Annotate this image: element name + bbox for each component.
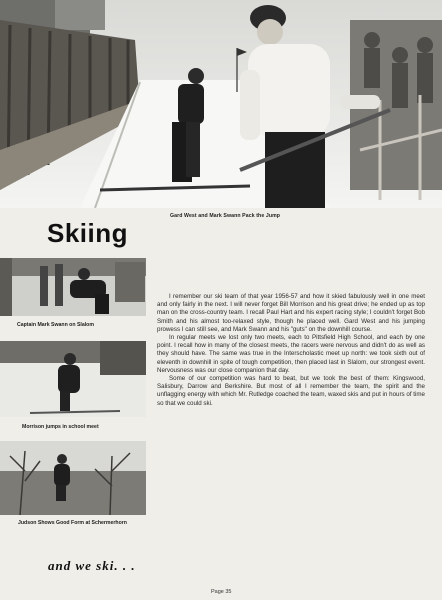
- school-meet-photo: [0, 341, 146, 417]
- article-body: [157, 293, 425, 408]
- article-paragraph: In regular meets we lost only two meets, each to Pittsfield High School, and each by one point. I recall how in many of the closest meets, the racers were nervous and didn't do as well as they should have. The same was true in the Interscholastic meet up north: we took sixth out of eleventh in downhill in spite of tough competition, then placed last in Slalom, our strongest event. Nervousness was our close companion that day.: [157, 334, 425, 374]
- school-meet-photo-caption: Morrison jumps in school meet: [22, 424, 99, 430]
- article-paragraph: I remember our ski team of that year 1956-57 and how it skied fabulously well in one meet and only fairly in the next. I will never forget Bill Morrison and his great drive; he ended up as top man on the cross-country team. I recall Paul Hart and his expert racing style; I couldn't forget Bob Smith and his almost too-relaxed style, though he placed well. Gard West and his jumping prowess I can still see, and Mark Swann and his "guts" on the downhill course.: [157, 293, 425, 333]
- page-title: Skiing: [47, 218, 129, 248]
- schermerhorn-photo-caption: Judson Shows Good Form at Schermerhorn: [18, 520, 127, 526]
- page-number: Page 35: [211, 589, 232, 595]
- top-photo: [0, 0, 442, 208]
- schermerhorn-photo: [0, 441, 146, 515]
- article-paragraph: Some of our competition was hard to beat, but we took the best of them: Kingswood, Salisbury, Darrow and Berkshire. But most of all I remember the team, the spirit and the unflagging energy with which Mr. Rutledge coached the team, waxed skis and put in hours of time so that we could ski.: [157, 375, 425, 407]
- slalom-photo-caption: Captain Mark Swann on Slalom: [17, 322, 94, 328]
- slalom-photo: [0, 258, 146, 316]
- tagline: and we ski. . .: [48, 558, 136, 573]
- top-photo-caption: Gard West and Mark Swann Pack the Jump: [170, 213, 281, 219]
